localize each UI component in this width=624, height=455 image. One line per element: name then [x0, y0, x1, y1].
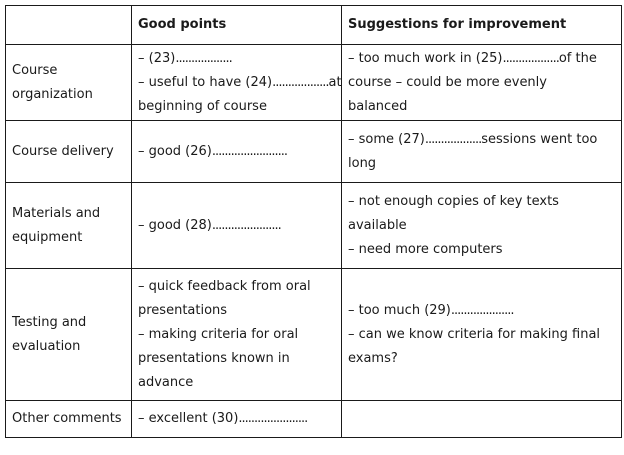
good-points-cell-line	[138, 95, 335, 119]
text-segment: beginning of course	[138, 98, 267, 114]
good-points-cell	[132, 401, 342, 438]
answer-blank[interactable]: ......................	[238, 411, 308, 426]
text-segment: – useful to have (24)	[138, 74, 273, 90]
text-segment: sessions went too	[481, 131, 598, 147]
row-course-delivery	[6, 121, 622, 183]
feedback-table-container	[5, 5, 622, 438]
suggestions-cell-line	[348, 71, 615, 95]
category-line: equipment	[12, 229, 83, 245]
header-suggestions: Suggestions for improvement	[342, 6, 622, 45]
text-segment: – too much work in (25)	[348, 50, 503, 66]
row-other-comments	[6, 401, 622, 438]
text-segment: – quick feedback from oral	[138, 278, 311, 294]
header-category	[6, 6, 132, 45]
good-points-cell-line	[138, 323, 335, 347]
text-segment: – need more computers	[348, 241, 503, 257]
good-points-cell-line	[138, 140, 335, 164]
category-cell	[6, 45, 132, 121]
category-cell	[6, 401, 132, 438]
good-points-cell-line	[138, 371, 335, 395]
answer-blank[interactable]: ..................	[175, 50, 232, 66]
text-segment: – excellent (30)	[138, 411, 239, 426]
text-segment: balanced	[348, 98, 408, 114]
text-segment: – good (28)	[138, 217, 212, 233]
suggestions-cell	[342, 45, 622, 121]
suggestions-cell	[342, 269, 622, 401]
text-segment: presentations	[138, 302, 228, 318]
good-points-cell-line	[138, 407, 335, 431]
text-segment: exams?	[348, 350, 398, 366]
course-feedback-table	[5, 5, 622, 438]
suggestions-cell-line	[348, 47, 615, 71]
good-points-cell-line	[138, 275, 335, 299]
category-cell	[6, 121, 132, 183]
category-line: Course	[12, 62, 58, 78]
suggestions-cell-line	[348, 152, 615, 176]
suggestions-cell-line	[348, 128, 615, 152]
category-line: Materials and	[12, 205, 101, 221]
text-segment: – not enough copies of key texts	[348, 193, 559, 209]
text-segment: advance	[138, 374, 194, 390]
good-points-cell	[132, 269, 342, 401]
answer-blank[interactable]: ..................	[502, 50, 559, 66]
good-points-cell-line	[138, 47, 335, 71]
answer-blank[interactable]: ....................	[450, 302, 514, 318]
category-line: Other comments	[12, 411, 122, 426]
category-line: Testing and	[12, 314, 87, 330]
category-cell	[6, 269, 132, 401]
good-points-cell-line	[138, 299, 335, 323]
row-testing-and-evaluation	[6, 269, 622, 401]
text-segment: – some (27)	[348, 131, 425, 147]
good-points-cell	[132, 183, 342, 269]
answer-blank[interactable]: ........................	[211, 143, 288, 159]
category-line: Course delivery	[12, 143, 114, 159]
row-course-organization	[6, 45, 622, 121]
good-points-cell-line	[138, 214, 335, 238]
text-segment: – too much (29)	[348, 302, 451, 318]
text-segment: of the	[558, 50, 597, 66]
text-segment: – can we know criteria for making final	[348, 326, 601, 342]
text-segment: presentations known in	[138, 350, 290, 366]
suggestions-cell	[342, 183, 622, 269]
suggestions-cell-line	[348, 347, 615, 371]
good-points-cell	[132, 121, 342, 183]
suggestions-cell-line	[348, 323, 615, 347]
text-segment: – making criteria for oral	[138, 326, 299, 342]
text-segment: available	[348, 217, 407, 233]
row-materials-and-equipment	[6, 183, 622, 269]
good-points-cell	[132, 45, 342, 121]
category-cell	[6, 183, 132, 269]
suggestions-cell-line	[348, 299, 615, 323]
text-segment: at	[328, 74, 342, 90]
category-line: organization	[12, 86, 93, 102]
category-line: evaluation	[12, 338, 81, 354]
text-segment: – good (26)	[138, 143, 212, 159]
good-points-cell-line	[138, 347, 335, 371]
suggestions-cell-line	[348, 214, 615, 238]
header-good-points: Good points	[132, 6, 342, 45]
answer-blank[interactable]: ..................	[424, 131, 482, 147]
suggestions-cell-line	[348, 95, 615, 119]
suggestions-cell	[342, 121, 622, 183]
suggestions-cell-line	[348, 190, 615, 214]
text-segment: – (23)	[138, 50, 176, 66]
suggestions-cell	[342, 401, 622, 438]
answer-blank[interactable]: ......................	[211, 217, 281, 233]
answer-blank[interactable]: ..................	[272, 74, 329, 90]
text-segment: long	[348, 155, 377, 171]
text-segment: course – could be more evenly	[348, 74, 547, 90]
good-points-cell-line	[138, 71, 342, 95]
suggestions-cell-line	[348, 238, 615, 262]
header-row	[6, 6, 622, 45]
